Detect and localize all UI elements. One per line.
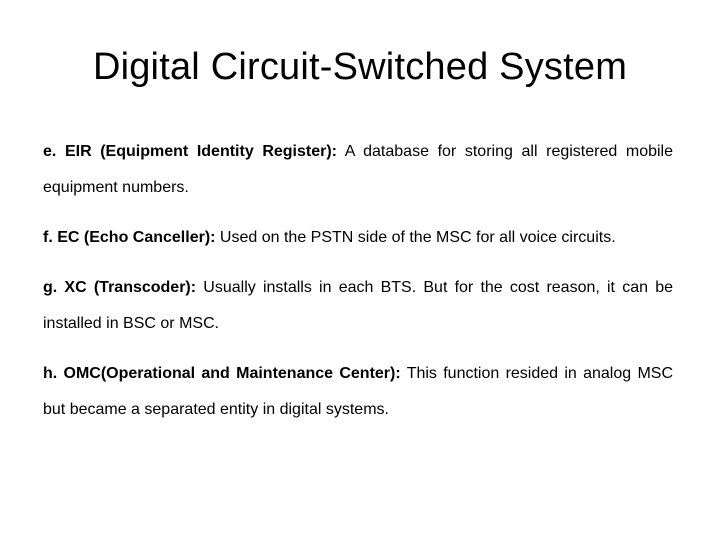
definition-xc: Usually installs in each BTS. But for the cost reason, it can be installed in BSC or MSC. bbox=[43, 279, 673, 332]
definition-omc: This function resided in analog MSC but became a separated entity in digital systems. bbox=[43, 365, 673, 418]
definition-eir: A database for storing all registered mobile equipment numbers. bbox=[43, 143, 674, 196]
slide-body bbox=[43, 134, 673, 442]
list-item-omc bbox=[43, 356, 673, 428]
list-item-ec bbox=[43, 220, 673, 256]
slide-title: Digital Circuit-Switched System bbox=[92, 46, 628, 88]
term-eir: e. EIR (Equipment Identity Register): bbox=[43, 143, 338, 160]
term-omc: h. OMC(Operational and Maintenance Center): bbox=[43, 365, 401, 382]
list-item-eir bbox=[43, 134, 673, 206]
definition-ec: Used on the PSTN side of the MSC for all voice circuits. bbox=[215, 229, 616, 246]
term-ec: f. EC (Echo Canceller): bbox=[43, 229, 216, 246]
list-item-xc bbox=[43, 270, 673, 342]
term-xc: g. XC (Transcoder): bbox=[43, 279, 197, 296]
